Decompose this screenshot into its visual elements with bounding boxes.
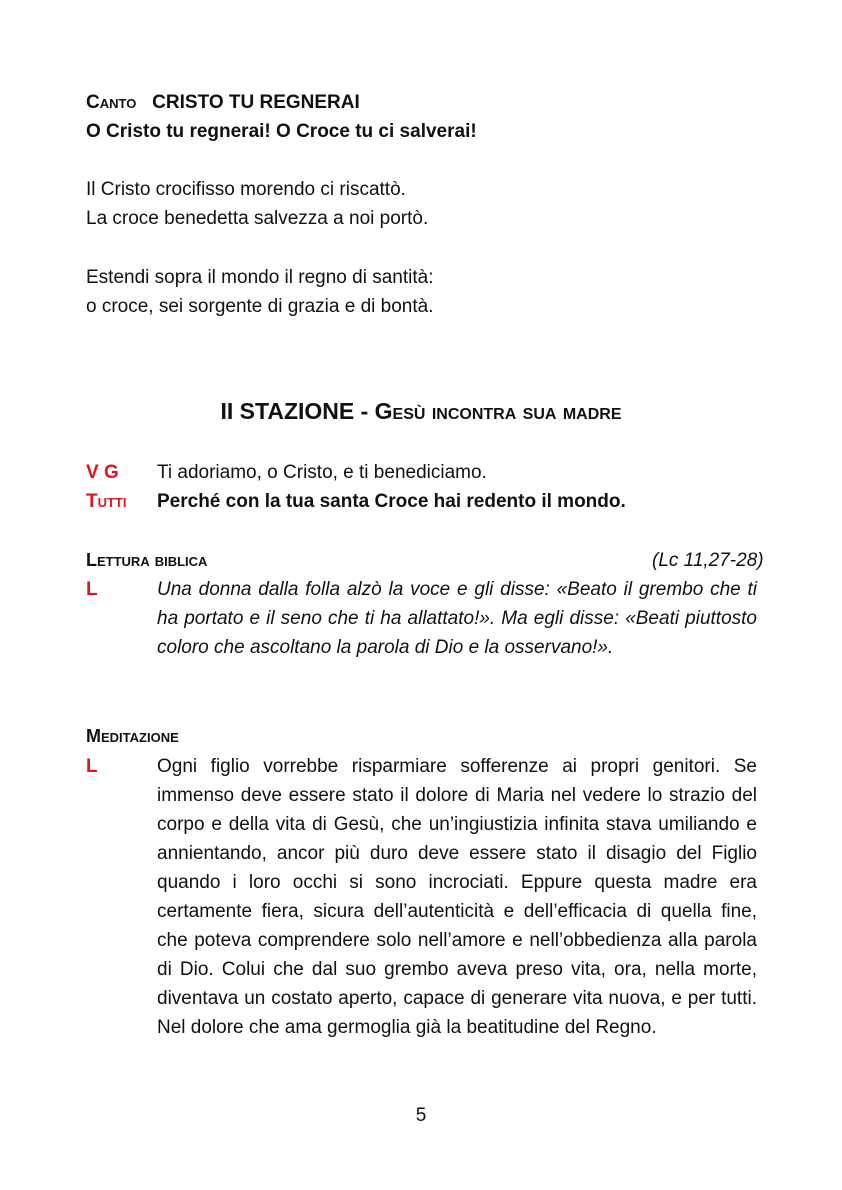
canto-heading xyxy=(86,88,766,117)
lettura-row xyxy=(86,575,766,695)
lettura-heading-row xyxy=(86,546,766,575)
canto-block xyxy=(86,88,766,146)
canto-title: CRISTO TU REGNERAI xyxy=(152,92,360,113)
tutti-label: Tutti xyxy=(86,491,127,512)
vg-text: Ti adoriamo, o Cristo, e ti benediciamo. xyxy=(157,462,487,483)
station-number: II STAZIONE - xyxy=(220,398,369,424)
tutti-row xyxy=(86,487,766,516)
station-subtitle: Gesù incontra sua madre xyxy=(374,398,622,424)
vg-row xyxy=(86,458,766,487)
lettura-reference: (Lc 11,27-28) xyxy=(652,550,764,571)
lettura-heading: Lettura biblica xyxy=(86,550,208,570)
vg-label: V G xyxy=(86,462,119,483)
canto-stanza-1 xyxy=(86,175,766,233)
meditazione-heading: Meditazione xyxy=(86,726,179,746)
page-number: 5 xyxy=(415,1105,427,1126)
stanza-line: Il Cristo crocifisso morendo ci riscattò. xyxy=(86,179,406,200)
lettura-text: Una donna dalla folla alzò la voce e gli disse: «Beato il grembo che ti ha portato e il seno che ti ha allattato!». Ma egli disse: «Beati piuttosto coloro che ascoltano la parola di Dio e la osservano!». xyxy=(157,579,757,658)
stanza-line: La croce benedetta salvezza a noi portò. xyxy=(86,208,429,229)
meditazione-row xyxy=(86,752,766,1102)
meditazione-reader: L xyxy=(86,756,98,777)
lettura-reader: L xyxy=(86,579,98,600)
canto-refrain: O Cristo tu regnerai! O Croce tu ci salverai! xyxy=(86,121,477,142)
canto-label: Canto xyxy=(86,92,137,113)
station-title xyxy=(0,396,842,426)
meditazione-text: Ogni figlio vorrebbe risparmiare sofferenze ai propri genitori. Se immenso deve essere stato il dolore di Maria nel vedere lo strazio del corpo e della vita di Gesù, che un’ingiustizia infinita stava umiliando e annientando, ancor più duro deve essere stato il disagio del Figlio quando i loro occhi si sono incrociati. Eppure questa madre era certamente fiera, sicura dell’autenticità e dell’efficacia di quella fine, che poteva comprendere solo nell’amore e nell’obbedienza alla parola di Dio. Colui che dal suo grembo aveva preso vita, ora, nella morte, diventava un costato aperto, capace di generare vita nuova, e per tutti. Nel dolore che ama germoglia già la beatitudine del Regno. xyxy=(157,756,757,1038)
stanza-line: Estendi sopra il mondo il regno di santità: xyxy=(86,267,434,288)
canto-stanza-2 xyxy=(86,263,766,321)
tutti-text: Perché con la tua santa Croce hai redento il mondo. xyxy=(157,491,626,512)
stanza-line: o croce, sei sorgente di grazia e di bontà. xyxy=(86,296,434,317)
meditazione-heading-row xyxy=(86,722,766,751)
